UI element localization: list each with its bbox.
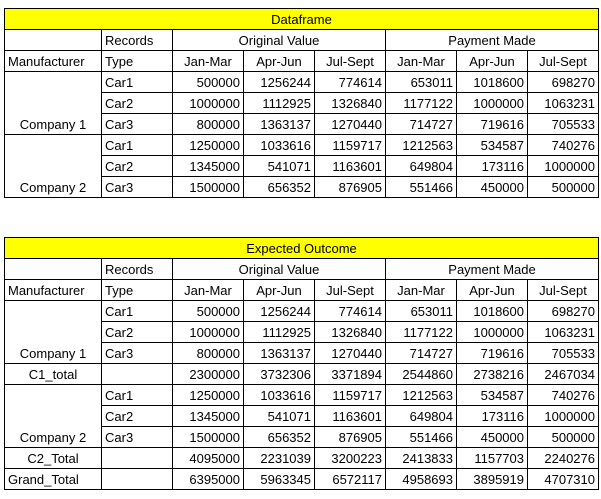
subtotal-value: 2231039 [244,448,315,469]
grand-total-value: 6395000 [173,469,244,490]
value-cell: 1363137 [244,114,315,135]
value-cell: 1000000 [457,322,528,343]
value-cell: 705533 [528,114,599,135]
value-cell: 714727 [386,343,457,364]
expected-outcome-table [4,237,599,490]
value-cell: 1163601 [315,406,386,427]
value-cell: 1177122 [386,322,457,343]
value-cell: 656352 [244,427,315,448]
value-cell: 500000 [528,427,599,448]
type-cell: Car1 [102,135,173,156]
value-cell: 500000 [173,301,244,322]
subtotal-value: 3732306 [244,364,315,385]
value-cell: 450000 [457,427,528,448]
value-cell: 1033616 [244,135,315,156]
type-cell: Car1 [102,301,173,322]
header-original-value: Original Value [173,259,386,280]
value-cell: 719616 [457,114,528,135]
value-cell: 719616 [457,343,528,364]
value-cell: 740276 [528,385,599,406]
value-cell: 876905 [315,177,386,198]
value-cell: 1000000 [457,93,528,114]
subtotal-value: 2544860 [386,364,457,385]
value-cell: 774614 [315,301,386,322]
table-row [5,135,599,156]
subtotal-label: C1_total [5,364,102,385]
type-cell-empty [102,469,173,490]
header-original-value: Original Value [173,30,386,51]
value-cell: 1500000 [173,427,244,448]
type-cell: Car2 [102,406,173,427]
grand-total-row [5,469,599,490]
value-cell: 173116 [457,156,528,177]
value-cell: 1000000 [173,93,244,114]
grand-total-value: 3895919 [457,469,528,490]
table-title: Dataframe [5,9,599,30]
value-cell: 1033616 [244,385,315,406]
header-manufacturer: Manufacturer [5,51,102,72]
value-cell: 551466 [386,177,457,198]
type-cell-empty [102,364,173,385]
value-cell: 1212563 [386,385,457,406]
value-cell: 551466 [386,427,457,448]
table-row [5,72,599,93]
header-row-2 [5,51,599,72]
value-cell: 649804 [386,156,457,177]
value-cell: 1212563 [386,135,457,156]
value-cell: 1326840 [315,93,386,114]
header-row-2 [5,280,599,301]
value-cell: 1270440 [315,114,386,135]
table-row [5,301,599,322]
header-month: Jul-Sept [315,51,386,72]
title-row [5,238,599,259]
subtotal-value: 2738216 [457,364,528,385]
value-cell: 1250000 [173,385,244,406]
value-cell: 1112925 [244,322,315,343]
value-cell: 1000000 [528,406,599,427]
header-type: Type [102,51,173,72]
value-cell: 534587 [457,385,528,406]
header-month: Jan-Mar [173,51,244,72]
value-cell: 1159717 [315,135,386,156]
type-cell: Car3 [102,343,173,364]
header-month: Apr-Jun [457,51,528,72]
manufacturer-cell: Company 2 [5,385,102,448]
value-cell: 1256244 [244,301,315,322]
header-records: Records [102,259,173,280]
subtotal-label: C2_Total [5,448,102,469]
value-cell: 740276 [528,135,599,156]
value-cell: 800000 [173,114,244,135]
value-cell: 541071 [244,406,315,427]
subtotal-value: 2300000 [173,364,244,385]
subtotal-value: 3371894 [315,364,386,385]
value-cell: 1159717 [315,385,386,406]
table-row [5,385,599,406]
value-cell: 1063231 [528,322,599,343]
value-cell: 1018600 [457,72,528,93]
value-cell: 698270 [528,72,599,93]
table-title: Expected Outcome [5,238,599,259]
header-month: Apr-Jun [244,51,315,72]
subtotal-row [5,448,599,469]
type-cell: Car3 [102,114,173,135]
header-records: Records [102,30,173,51]
value-cell: 1018600 [457,301,528,322]
type-cell: Car1 [102,385,173,406]
grand-total-label: Grand_Total [5,469,102,490]
grand-total-value: 4958693 [386,469,457,490]
value-cell: 1363137 [244,343,315,364]
header-row-1 [5,30,599,51]
subtotal-value: 4095000 [173,448,244,469]
header-month: Jan-Mar [386,51,457,72]
value-cell: 653011 [386,301,457,322]
manufacturer-cell: Company 1 [5,301,102,364]
value-cell: 1345000 [173,156,244,177]
value-cell: 500000 [528,177,599,198]
value-cell: 1063231 [528,93,599,114]
grand-total-value: 5963345 [244,469,315,490]
value-cell: 656352 [244,177,315,198]
value-cell: 1000000 [173,322,244,343]
value-cell: 534587 [457,135,528,156]
header-payment-made: Payment Made [386,30,599,51]
type-cell-empty [102,448,173,469]
header-row-1 [5,259,599,280]
dataframe-table [4,8,599,198]
value-cell: 1326840 [315,322,386,343]
type-cell: Car2 [102,93,173,114]
type-cell: Car1 [102,72,173,93]
header-type: Type [102,280,173,301]
header-blank [5,259,102,280]
value-cell: 1500000 [173,177,244,198]
grand-total-value: 6572117 [315,469,386,490]
value-cell: 876905 [315,427,386,448]
value-cell: 541071 [244,156,315,177]
subtotal-value: 2413833 [386,448,457,469]
title-row [5,9,599,30]
type-cell: Car2 [102,156,173,177]
value-cell: 714727 [386,114,457,135]
value-cell: 500000 [173,72,244,93]
value-cell: 1000000 [528,156,599,177]
header-manufacturer: Manufacturer [5,280,102,301]
subtotal-value: 1157703 [457,448,528,469]
type-cell: Car2 [102,322,173,343]
value-cell: 800000 [173,343,244,364]
value-cell: 1256244 [244,72,315,93]
type-cell: Car3 [102,177,173,198]
value-cell: 774614 [315,72,386,93]
subtotal-value: 2240276 [528,448,599,469]
header-month: Jan-Mar [386,280,457,301]
manufacturer-cell: Company 1 [5,72,102,135]
header-month: Apr-Jun [244,280,315,301]
value-cell: 1345000 [173,406,244,427]
value-cell: 653011 [386,72,457,93]
value-cell: 698270 [528,301,599,322]
value-cell: 173116 [457,406,528,427]
value-cell: 705533 [528,343,599,364]
grand-total-value: 4707310 [528,469,599,490]
subtotal-value: 3200223 [315,448,386,469]
header-month: Jul-Sept [315,280,386,301]
value-cell: 1177122 [386,93,457,114]
value-cell: 450000 [457,177,528,198]
header-payment-made: Payment Made [386,259,599,280]
subtotal-row [5,364,599,385]
value-cell: 1163601 [315,156,386,177]
manufacturer-cell: Company 2 [5,135,102,198]
value-cell: 1112925 [244,93,315,114]
value-cell: 649804 [386,406,457,427]
header-month: Jan-Mar [173,280,244,301]
value-cell: 1270440 [315,343,386,364]
header-month: Apr-Jun [457,280,528,301]
header-month: Jul-Sept [528,51,599,72]
value-cell: 1250000 [173,135,244,156]
subtotal-value: 2467034 [528,364,599,385]
header-month: Jul-Sept [528,280,599,301]
header-blank [5,30,102,51]
type-cell: Car3 [102,427,173,448]
